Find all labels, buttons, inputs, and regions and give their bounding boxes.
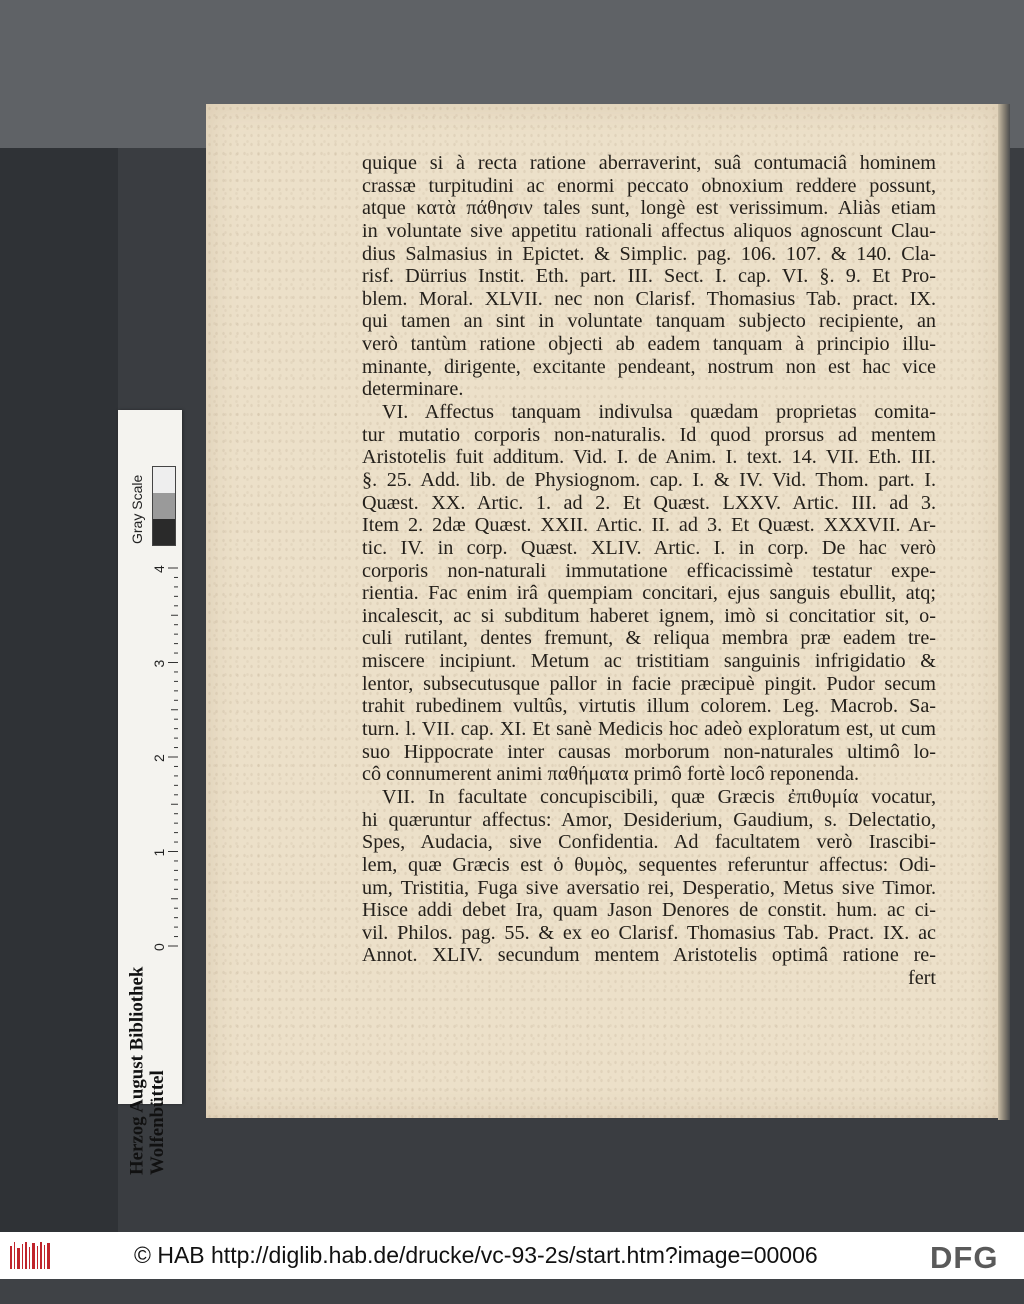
text-line: tic. IV. in corp. Quæst. XLIV. Artic. I. in corp. De hac verò (362, 536, 936, 559)
gray-scale-swatch (152, 466, 176, 546)
text-line: suo Hippocrate inter causas morborum non-naturales ultimô lo- (362, 740, 936, 763)
institution-name: Herzog August Bibliothek (126, 966, 148, 1175)
text-line: Aristotelis fuit additum. Vid. I. de Anim. I. text. 14. VII. Eth. III. (362, 446, 936, 469)
text-line: culi rutilant, dentes fremunt, & reliqua membra præ eadem tre- (362, 627, 936, 650)
barcode-icon (10, 1242, 50, 1269)
footer-bar (0, 1232, 1024, 1279)
text-line: tur mutatio corporis non-naturalis. Id quod prorsus ad mentem (362, 423, 936, 446)
text-line: qui tamen an sint in voluntate tanquam subjecto recipiente, an (362, 310, 936, 333)
text-line: VII. In facultate concupiscibili, quæ Græcis ἐπιθυμία vocatur, (382, 785, 936, 808)
ruler-number: 1 (151, 848, 167, 857)
text-line: blem. Moral. XLVII. nec non Clarisf. Thomasius Tab. pract. IX. (362, 287, 936, 310)
text-line: atque κατὰ πάθησιν tales sunt, longè est verissimum. Aliàs etiam (362, 197, 936, 220)
text-line: §. 25. Add. lib. de Physiognom. cap. I. & IV. Vid. Thom. part. I. (362, 468, 936, 491)
text-line: corporis non-naturali immutatione efficacissimè testatur expe- (362, 559, 936, 582)
text-line: determinare. (362, 378, 464, 401)
text-line: verò tantùm ratione objecti ab eadem tanquam à principio illu- (362, 333, 936, 356)
text-line: VI. Affectus tanquam indivulsa quædam proprietas comita- (382, 401, 936, 424)
text-line: vil. Philos. pag. 55. & ex eo Clarisf. Thomasius Tab. Pract. IX. ac (362, 921, 936, 944)
background-left (0, 148, 118, 1232)
text-line: quique si à recta ratione aberraverint, suâ contumaciâ hominem (362, 152, 936, 174)
gray-scale-mid (153, 493, 175, 519)
text-line: Hisce addi debet Ira, quam Jason Denores de constit. hum. ac ci- (362, 899, 936, 922)
text-line: risf. Dürrius Instit. Eth. part. III. Sect. I. cap. VI. §. 9. Et Pro- (362, 265, 936, 288)
ruler-number: 3 (151, 659, 167, 668)
text-line: incalescit, ac si subditum haberet ignem, imò si concitatior sit, o- (362, 604, 936, 627)
text-line: rientia. Fac enim irâ quempiam concitari, ejus sanguis ebullit, atq; (362, 582, 936, 605)
ruler-number: 4 (151, 565, 167, 573)
text-line: Spes, Audacia, sive Confidentia. Ad facultatem verò Irascibi- (362, 831, 936, 854)
gray-scale-label (124, 466, 150, 546)
text-line: miscere incipiunt. Metum ac tristitiam sanguinis infrigidatio & (362, 650, 936, 673)
text-line: cô connumerent animi παθήματα primô fortè locô reponenda. (362, 763, 860, 786)
gray-scale-text: Gray Scale (129, 474, 145, 544)
institution-location: Wolfenbüttel (147, 1070, 169, 1175)
text-line: Annot. XLIV. secundum mentem Aristotelis optimâ ratione re- (362, 944, 936, 967)
text-line: crassæ turpitudini ac enormi peccato obnoxium reddere possunt, (362, 174, 936, 197)
text-line: Item 2. 2dæ Quæst. XXII. Artic. II. ad 3. Et Quæst. XXXVII. Ar- (362, 514, 936, 537)
page-edge (998, 104, 1010, 1120)
text-line: trahit rubedinem vultûs, virtutis illum colorem. Leg. Macrob. Sa- (362, 695, 936, 718)
text-line: minante, dirigente, excitante pendeant, nostrum non est hac vice (362, 355, 936, 378)
ruler-number: 0 (151, 943, 167, 951)
gray-scale-dark (153, 519, 175, 545)
text-line: lem, quæ Græcis est ὁ θυμὸς, sequentes referuntur affectus: Odi- (362, 853, 936, 876)
text-line: um, Tristitia, Fuga sive aversatio rei, Desperatio, Metus sive Timor. (362, 876, 936, 899)
ruler-institution-text (122, 770, 178, 1175)
color-ruler (118, 410, 182, 1175)
text-line: fert (907, 967, 936, 990)
text-line: turn. l. VII. cap. XI. Et sanè Medicis hoc adeò exploratum est, ut cum (362, 718, 936, 741)
ruler-number: 2 (151, 754, 167, 762)
text-line: hi quæruntur affectus: Amor, Desiderium, Gaudium, s. Delectatio, (362, 808, 936, 831)
text-line: dius Salmasius in Epictet. & Simplic. pag. 106. 107. & 140. Cla- (362, 242, 936, 265)
text-line: Quæst. XX. Artic. 1. ad 2. Et Quæst. LXXV. Artic. III. ad 3. (362, 491, 936, 514)
page-text (362, 152, 936, 990)
copyright-url[interactable]: © HAB http://diglib.hab.de/drucke/vc-93-2s/start.htm?image=00006 (134, 1242, 818, 1268)
gray-scale-light (153, 467, 175, 493)
text-line: lentor, subsecutusque pallor in facie præcipuè pingit. Pudor secum (362, 672, 936, 695)
text-line: in voluntate sive appetitu rationali affectus aliquos agnoscunt Clau- (362, 219, 936, 242)
dfg-logo: DFG (930, 1240, 999, 1275)
